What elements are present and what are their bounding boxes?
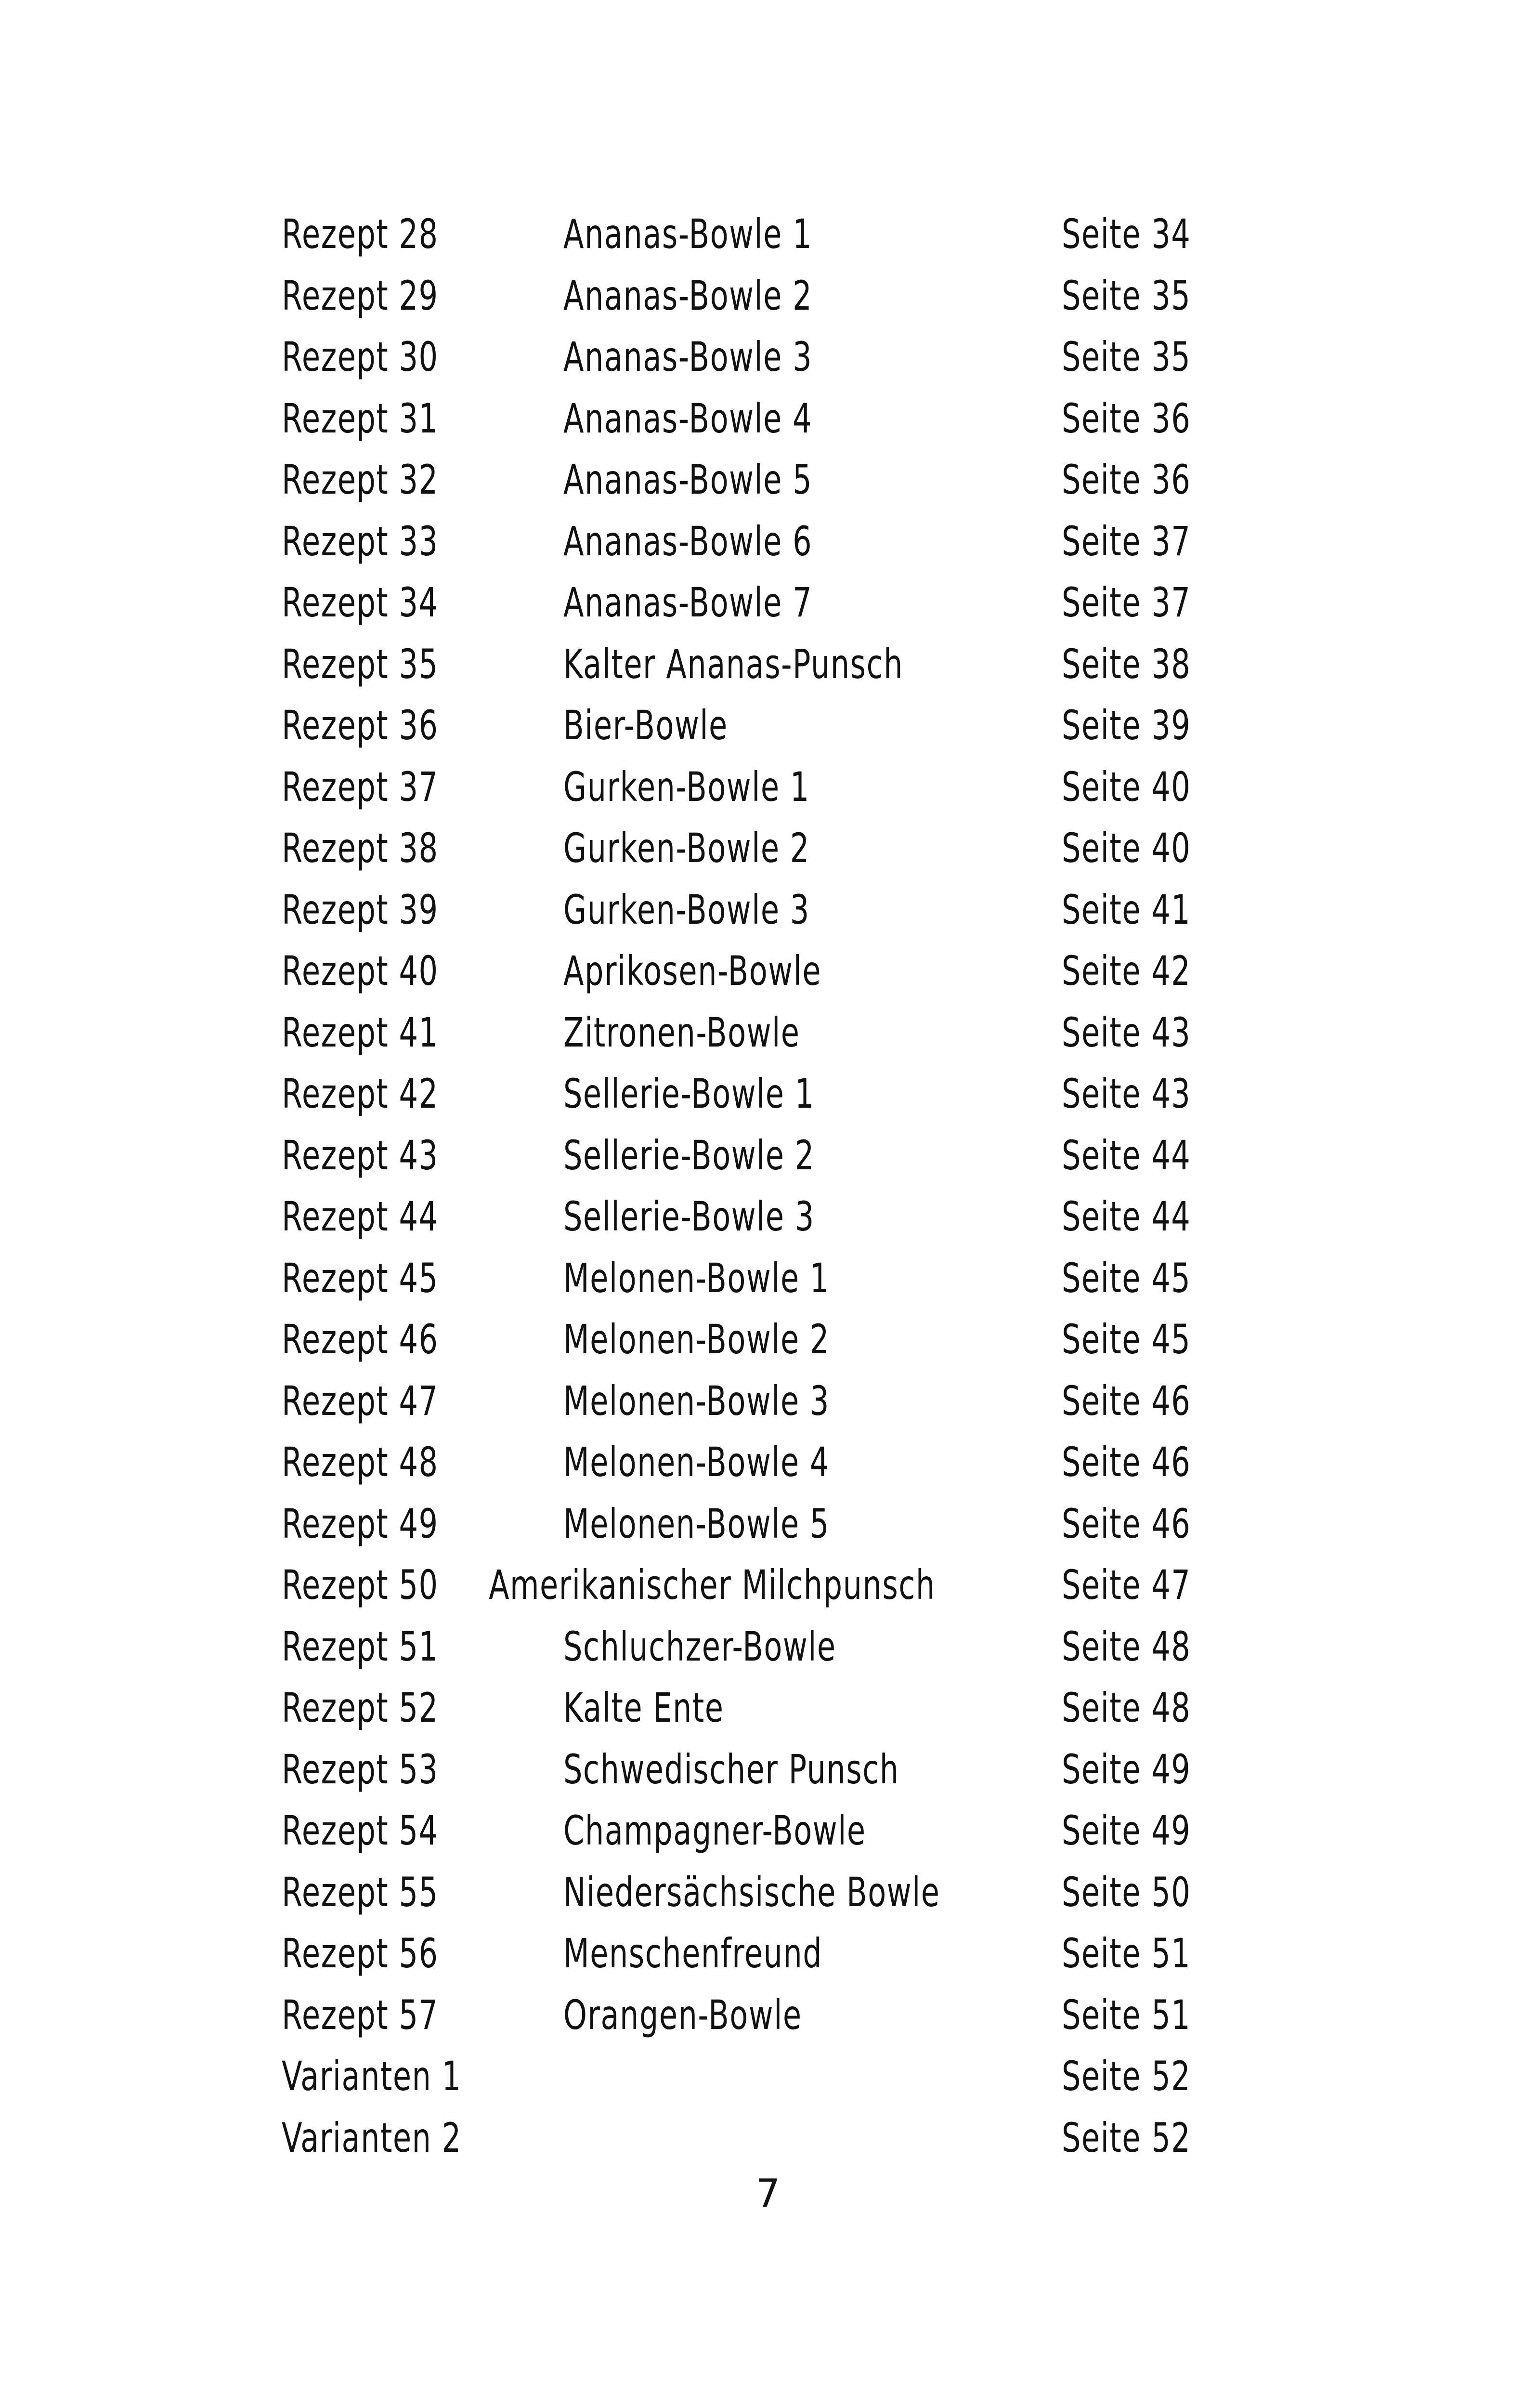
toc-row — [0, 1124, 1536, 1185]
toc-row — [0, 1246, 1536, 1308]
page-reference: Seite 46 — [1062, 1500, 1191, 1547]
toc-row — [0, 264, 1536, 326]
recipe-number: Rezept 56 — [282, 1930, 439, 1977]
page-reference: Seite 47 — [1062, 1561, 1191, 1609]
recipe-number: Rezept 51 — [282, 1623, 439, 1670]
recipe-title: Amerikanischer Milchpunsch — [489, 1561, 936, 1609]
recipe-number: Rezept 43 — [282, 1131, 439, 1179]
recipe-number: Rezept 28 — [282, 210, 439, 258]
recipe-title: Ananas-Bowle 1 — [563, 210, 813, 258]
recipe-title: Orangen-Bowle — [563, 1991, 802, 2039]
toc-row — [0, 1738, 1536, 1799]
page-reference: Seite 48 — [1062, 1684, 1191, 1731]
page-reference: Seite 45 — [1062, 1254, 1191, 1302]
recipe-number: Rezept 38 — [282, 824, 439, 872]
recipe-number: Varianten 2 — [282, 2114, 462, 2161]
toc-row — [0, 1001, 1536, 1062]
page-reference: Seite 35 — [1062, 272, 1191, 319]
recipe-title: Bier-Bowle — [563, 702, 728, 749]
toc-row — [0, 816, 1536, 878]
page-reference: Seite 36 — [1062, 394, 1191, 442]
recipe-title: Sellerie-Bowle 3 — [563, 1193, 815, 1240]
page-reference: Seite 51 — [1062, 1930, 1191, 1977]
page-reference: Seite 52 — [1062, 2053, 1191, 2100]
toc-row — [0, 632, 1536, 694]
toc-row — [0, 939, 1536, 1001]
recipe-title: Gurken-Bowle 2 — [563, 824, 810, 872]
recipe-title: Melonen-Bowle 2 — [563, 1316, 830, 1363]
recipe-title: Ananas-Bowle 6 — [563, 517, 813, 565]
recipe-title: Aprikosen-Bowle — [563, 947, 822, 995]
recipe-number: Rezept 33 — [282, 517, 439, 565]
table-of-contents — [0, 202, 1536, 2167]
recipe-number: Rezept 57 — [282, 1991, 439, 2039]
page-reference: Seite 52 — [1062, 2114, 1191, 2161]
recipe-title: Menschenfreund — [563, 1930, 823, 1977]
page-reference: Seite 46 — [1062, 1377, 1191, 1425]
recipe-title: Schwedischer Punsch — [563, 1745, 899, 1793]
recipe-title: Niedersächsische Bowle — [563, 1868, 940, 1916]
recipe-number: Rezept 54 — [282, 1807, 439, 1854]
recipe-number: Rezept 32 — [282, 456, 439, 503]
page-reference: Seite 44 — [1062, 1193, 1191, 1240]
page-reference: Seite 46 — [1062, 1439, 1191, 1486]
toc-row — [0, 1185, 1536, 1246]
toc-row — [0, 325, 1536, 387]
recipe-number: Rezept 53 — [282, 1745, 439, 1793]
recipe-number: Rezept 35 — [282, 640, 439, 688]
page-reference: Seite 36 — [1062, 456, 1191, 503]
recipe-number: Rezept 55 — [282, 1868, 439, 1916]
page-reference: Seite 43 — [1062, 1070, 1191, 1117]
recipe-title: Sellerie-Bowle 2 — [563, 1131, 815, 1179]
toc-row — [0, 1062, 1536, 1124]
toc-row — [0, 2106, 1536, 2168]
recipe-title: Champagner-Bowle — [563, 1807, 866, 1854]
toc-row — [0, 510, 1536, 571]
toc-row — [0, 1308, 1536, 1369]
recipe-title: Ananas-Bowle 4 — [563, 394, 813, 442]
recipe-number: Rezept 52 — [282, 1684, 439, 1731]
recipe-number: Rezept 36 — [282, 702, 439, 749]
page-reference: Seite 42 — [1062, 947, 1191, 995]
toc-row — [0, 1553, 1536, 1615]
page-reference: Seite 43 — [1062, 1008, 1191, 1056]
toc-row — [0, 1922, 1536, 1983]
toc-row — [0, 1369, 1536, 1431]
recipe-number: Rezept 47 — [282, 1377, 439, 1425]
page-reference: Seite 51 — [1062, 1991, 1191, 2039]
toc-row — [0, 1676, 1536, 1738]
recipe-number: Rezept 48 — [282, 1439, 439, 1486]
recipe-title: Ananas-Bowle 5 — [563, 456, 813, 503]
page-reference: Seite 37 — [1062, 517, 1191, 565]
recipe-title: Melonen-Bowle 5 — [563, 1500, 830, 1547]
recipe-title: Melonen-Bowle 4 — [563, 1439, 830, 1486]
recipe-title: Gurken-Bowle 1 — [563, 763, 810, 811]
toc-row — [0, 448, 1536, 510]
toc-row — [0, 1492, 1536, 1554]
recipe-title: Kalter Ananas-Punsch — [563, 640, 904, 688]
recipe-number: Rezept 31 — [282, 394, 439, 442]
recipe-title: Ananas-Bowle 7 — [563, 579, 813, 626]
recipe-title: Melonen-Bowle 1 — [563, 1254, 830, 1302]
recipe-number: Varianten 1 — [282, 2053, 462, 2100]
toc-row — [0, 1615, 1536, 1676]
page-reference: Seite 40 — [1062, 824, 1191, 872]
toc-row — [0, 878, 1536, 940]
recipe-title: Gurken-Bowle 3 — [563, 886, 810, 933]
toc-row — [0, 1430, 1536, 1492]
recipe-number: Rezept 45 — [282, 1254, 439, 1302]
toc-row — [0, 202, 1536, 264]
recipe-number: Rezept 42 — [282, 1070, 439, 1117]
recipe-number: Rezept 37 — [282, 763, 439, 811]
page-reference: Seite 37 — [1062, 579, 1191, 626]
recipe-title: Ananas-Bowle 3 — [563, 333, 813, 380]
toc-row — [0, 1983, 1536, 2045]
page-reference: Seite 49 — [1062, 1745, 1191, 1793]
recipe-title: Schluchzer-Bowle — [563, 1623, 836, 1670]
page-reference: Seite 34 — [1062, 210, 1191, 258]
toc-row — [0, 2044, 1536, 2106]
recipe-title: Sellerie-Bowle 1 — [563, 1070, 815, 1117]
toc-row — [0, 694, 1536, 755]
recipe-title: Zitronen-Bowle — [563, 1008, 800, 1056]
toc-row — [0, 755, 1536, 817]
page-reference: Seite 45 — [1062, 1316, 1191, 1363]
page-reference: Seite 50 — [1062, 1868, 1191, 1916]
page-reference: Seite 48 — [1062, 1623, 1191, 1670]
page-reference: Seite 44 — [1062, 1131, 1191, 1179]
recipe-title: Melonen-Bowle 3 — [563, 1377, 830, 1425]
recipe-number: Rezept 46 — [282, 1316, 439, 1363]
page-reference: Seite 38 — [1062, 640, 1191, 688]
toc-row — [0, 1860, 1536, 1922]
page-reference: Seite 35 — [1062, 333, 1191, 380]
toc-row — [0, 1799, 1536, 1860]
page-reference: Seite 40 — [1062, 763, 1191, 811]
page-reference: Seite 39 — [1062, 702, 1191, 749]
toc-row — [0, 387, 1536, 448]
page-reference: Seite 49 — [1062, 1807, 1191, 1854]
recipe-title: Kalte Ente — [563, 1684, 724, 1731]
recipe-number: Rezept 40 — [282, 947, 439, 995]
recipe-number: Rezept 39 — [282, 886, 439, 933]
recipe-number: Rezept 50 — [282, 1561, 439, 1609]
recipe-number: Rezept 49 — [282, 1500, 439, 1547]
toc-row — [0, 571, 1536, 632]
page-number: 7 — [755, 2171, 781, 2216]
recipe-number: Rezept 29 — [282, 272, 439, 319]
recipe-number: Rezept 30 — [282, 333, 439, 380]
recipe-title: Ananas-Bowle 2 — [563, 272, 813, 319]
recipe-number: Rezept 41 — [282, 1008, 439, 1056]
page-reference: Seite 41 — [1062, 886, 1191, 933]
recipe-number: Rezept 44 — [282, 1193, 439, 1240]
recipe-number: Rezept 34 — [282, 579, 439, 626]
